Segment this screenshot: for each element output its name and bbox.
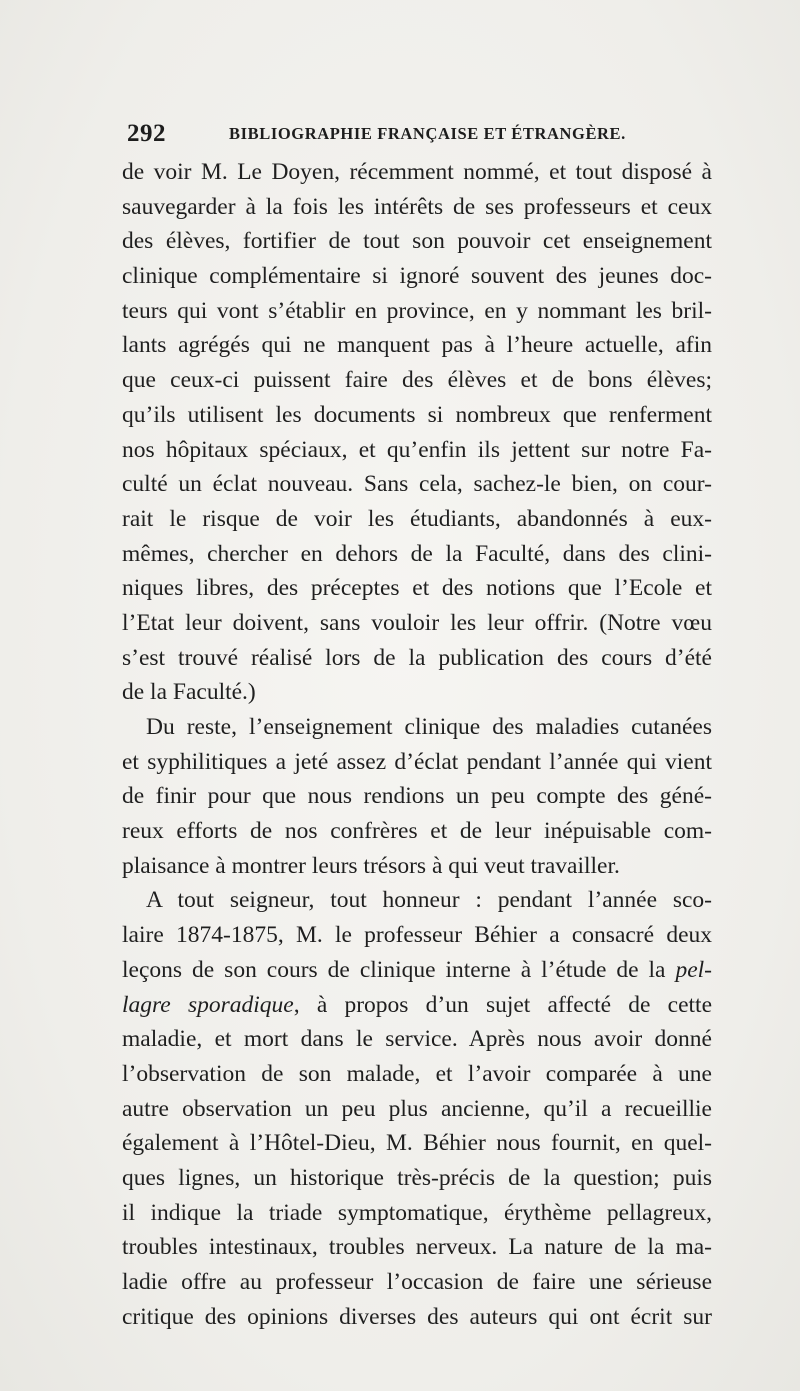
text-line: de finir pour que nous rendions un peu compte des géné- <box>122 783 712 810</box>
body-text <box>122 155 712 1334</box>
text-line: Du reste, l’enseignement clinique des maladies cutanées <box>146 714 712 740</box>
text-line: troubles intestinaux, troubles nerveux. La nature de la ma- <box>122 1234 712 1261</box>
text-line: il indique la triade symptomatique, érythème pellagreux, <box>122 1199 712 1226</box>
page-header <box>127 120 672 154</box>
text-line: l’Etat leur doivent, sans vouloir les leur offrir. (Notre vœu <box>122 609 712 636</box>
text-line: ladie offre au professeur l’occasion de faire une sérieuse <box>122 1269 712 1295</box>
text-line: s’est trouvé réalisé lors de la publication des cours d’été <box>122 644 712 671</box>
text-line: niques libres, des préceptes et des notions que l’Ecole et <box>122 575 712 602</box>
text-line: laire 1874-1875, M. le professeur Béhier a consacré deux <box>122 922 712 949</box>
text-line: maladie, et mort dans le service. Après nous avoir donné <box>122 1026 712 1053</box>
text-line: ques lignes, un historique très-précis de la question; puis <box>122 1164 712 1191</box>
text-line: critique des opinions diverses des auteurs qui ont écrit sur <box>122 1303 712 1330</box>
text-line: teurs qui vont s’établir en province, en y nommant les bril- <box>122 297 712 324</box>
text-line: également à l’Hôtel-Dieu, M. Béhier nous fournit, en quel- <box>122 1130 712 1157</box>
text-line: que ceux-ci puissent faire des élèves et de bons élèves; <box>122 367 712 394</box>
text-line: mêmes, chercher en dehors de la Faculté, dans des clini- <box>122 540 712 567</box>
text-line: de voir M. Le Doyen, récemment nommé, et tout disposé à <box>122 159 712 185</box>
page-number: 292 <box>127 120 166 147</box>
text-line: rait le risque de voir les étudiants, abandonnés à eux- <box>122 505 712 532</box>
text-line: et syphilitiques a jeté assez d’éclat pendant l’année qui vient <box>122 748 712 775</box>
text-line: lants agrégés qui ne manquent pas à l’heure actuelle, afin <box>122 332 712 359</box>
text-line: reux efforts de nos confrères et de leur inépuisable com- <box>122 818 712 845</box>
text-line: qu’ils utilisent les documents si nombreux que renferment <box>122 401 712 428</box>
text-line: nos hôpitaux spéciaux, et qu’enfin ils jettent sur notre Fa- <box>122 436 712 463</box>
text-line: sauvegarder à la fois les intérêts de ses professeurs et ceux <box>122 193 712 220</box>
text-line: autre observation un peu plus ancienne, qu’il a recueillie <box>122 1095 712 1122</box>
text-line: l’observation de son malade, et l’avoir comparée à une <box>122 1060 712 1087</box>
text-line: lagre sporadique, à propos d’un sujet affecté de cette <box>122 991 713 1018</box>
text-line: A tout seigneur, tout honneur : pendant l’année sco- <box>146 887 712 914</box>
text-line: des élèves, fortifier de tout son pouvoir cet enseignement <box>122 228 712 255</box>
text-line: leçons de son cours de clinique interne à l’étude de la pel- <box>122 956 712 983</box>
text-line: culté un éclat nouveau. Sans cela, sachez-le bien, on cour- <box>122 471 712 498</box>
text-line: plaisance à montrer leurs trésors à qui veut travailler. <box>122 852 620 879</box>
running-title: BIBLIOGRAPHIE FRANÇAISE ET ÉTRANGÈRE. <box>229 124 626 143</box>
text-line: de la Faculté.) <box>122 679 256 706</box>
text-line: clinique complémentaire si ignoré souvent des jeunes doc- <box>122 263 712 290</box>
